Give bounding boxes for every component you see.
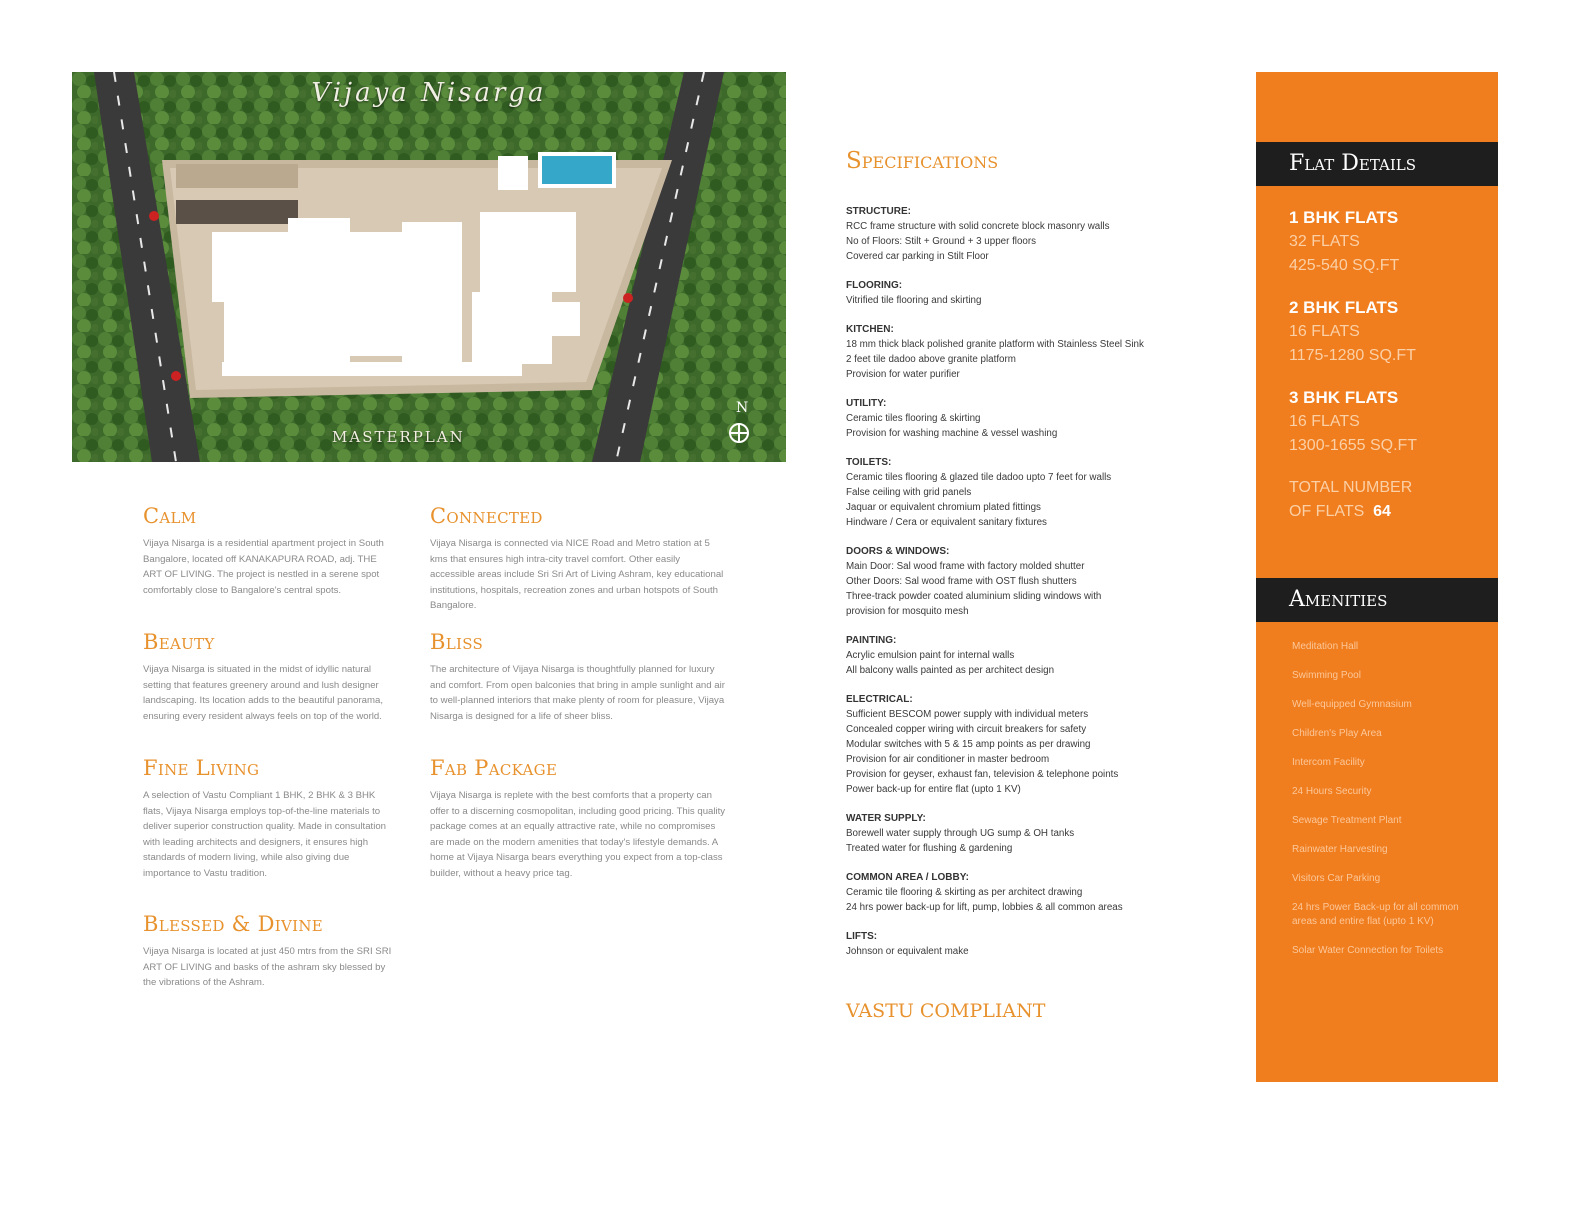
spec-line: Ceramic tiles flooring & skirting (846, 413, 981, 424)
specifications-list (846, 204, 1241, 973)
amenities-list (1292, 640, 1472, 973)
total-flats (1289, 476, 1489, 524)
feature-text: Vijaya Nisarga is connected via NICE Road and Metro station at 5 kms that ensures high intra-city travel comfort. Other easily accessible areas include Sri Sri Art of Living Ashram, key educational institutions, hospitals, recreation zones and urban hotspots of South Bangalore. (430, 538, 724, 612)
feature-title: Fab Package (430, 756, 558, 780)
spec-line: Three-track powder coated aluminium sliding windows with (846, 591, 1102, 602)
feature-text: The architecture of Vijaya Nisarga is thoughtfully planned for luxury and comfort. From open balconies that bring in ample sunlight and air to well-planned interiors that make plenty of room for pleasure, Vijaya Nisarga is designed for a life of sheer bliss. (430, 664, 725, 722)
spec-heading: TOILETS: (846, 457, 892, 468)
spec-line: Main Door: Sal wood frame with factory molded shutter (846, 561, 1085, 572)
amenity-item: Swimming Pool (1292, 670, 1361, 681)
spec-item (846, 278, 1241, 308)
spec-item (846, 544, 1241, 619)
masterplan-title: Vijaya Nisarga (311, 78, 547, 108)
flat-size: 1300-1655 SQ.FT (1289, 437, 1418, 454)
site-plan-drawing (72, 72, 786, 462)
spec-line: Vitrified tile flooring and skirting (846, 295, 982, 306)
spec-item (846, 870, 1241, 915)
feature-bliss (430, 630, 726, 724)
spec-item (846, 811, 1241, 856)
feature-title: Calm (143, 504, 197, 528)
feature-text: Vijaya Nisarga is replete with the best comforts that a property can offer to a discerning cosmopolitan, including good pricing. This quality package comes at an equally attractive rate, while no compromises are made on the modern amenities that today's lifestyle demands. A home at Vijaya Nisarga bears everything you expect from a top-class builder, without a heavy price tag. (430, 790, 726, 879)
total-label-line2: OF FLATS (1289, 503, 1365, 520)
amenities-header: Amenities (1256, 578, 1498, 622)
spec-line: 2 feet tile dadoo above granite platform (846, 354, 1016, 365)
spec-item (846, 322, 1241, 382)
feature-title: Connected (430, 504, 543, 528)
compass-icon (728, 422, 750, 444)
amenity-item: Children's Play Area (1292, 728, 1382, 739)
amenity-item: 24 hrs Power Back-up for all common areas and entire flat (upto 1 KV) (1292, 902, 1459, 927)
spec-line: provision for mosquito mesh (846, 606, 969, 617)
spec-line: False ceiling with grid panels (846, 487, 972, 498)
spec-line: Provision for air conditioner in master bedroom (846, 754, 1050, 765)
spec-item (846, 692, 1241, 797)
flat-count: 16 FLATS (1289, 323, 1360, 340)
total-label-line1: TOTAL NUMBER (1289, 479, 1413, 496)
spec-heading: UTILITY: (846, 398, 887, 409)
spec-line: Other Doors: Sal wood frame with OST flush shutters (846, 576, 1077, 587)
spec-line: Concealed copper wiring with circuit breakers for safety (846, 724, 1087, 735)
flat-details-list (1289, 206, 1489, 524)
feature-text: Vijaya Nisarga is located at just 450 mtrs from the SRI SRI ART OF LIVING and basks of the ashram sky blessed by the vibrations of the Ashram. (143, 946, 392, 989)
spec-item (846, 204, 1241, 264)
flat-2bhk (1289, 296, 1489, 368)
amenity-item: 24 Hours Security (1292, 786, 1372, 797)
amenity-item: Sewage Treatment Plant (1292, 815, 1402, 826)
spec-line: 18 mm thick black polished granite platform with Stainless Steel Sink (846, 339, 1144, 350)
flat-size: 425-540 SQ.FT (1289, 257, 1400, 274)
flat-type: 1 BHK FLATS (1289, 208, 1399, 227)
feature-beauty (143, 630, 393, 724)
amenity-item: Meditation Hall (1292, 641, 1359, 652)
spec-line: Provision for water purifier (846, 369, 960, 380)
spec-heading: PAINTING: (846, 635, 897, 646)
spec-heading: KITCHEN: (846, 324, 894, 335)
spec-item (846, 633, 1241, 678)
feature-blessed-divine (143, 912, 393, 991)
feature-title: Blessed & Divine (143, 912, 324, 936)
masterplan-image (72, 72, 786, 462)
feature-title: Bliss (430, 630, 484, 654)
flat-1bhk (1289, 206, 1489, 278)
spec-line: Ceramic tile flooring & skirting as per architect drawing (846, 887, 1083, 898)
spec-line: No of Floors: Stilt + Ground + 3 upper floors (846, 236, 1037, 247)
amenity-item: Solar Water Connection for Toilets (1292, 945, 1444, 956)
spec-line: Johnson or equivalent make (846, 946, 969, 957)
spec-line: Modular switches with 5 & 15 amp points as per drawing (846, 739, 1091, 750)
flat-count: 32 FLATS (1289, 233, 1360, 250)
spec-line: Jaquar or equivalent chromium plated fittings (846, 502, 1041, 513)
spec-heading: FLOORING: (846, 280, 903, 291)
spec-line: Ceramic tiles flooring & glazed tile dadoo upto 7 feet for walls (846, 472, 1112, 483)
feature-fab-package (430, 756, 726, 882)
spec-line: Power back-up for entire flat (upto 1 KV) (846, 784, 1021, 795)
spec-line: Provision for washing machine & vessel washing (846, 428, 1058, 439)
spec-line: Provision for geyser, exhaust fan, television & telephone points (846, 769, 1119, 780)
spec-heading: ELECTRICAL: (846, 694, 913, 705)
spec-item (846, 929, 1241, 959)
specifications-title: Specifications (846, 148, 999, 174)
amenity-item: Well-equipped Gymnasium (1292, 699, 1412, 710)
spec-heading: WATER SUPPLY: (846, 813, 926, 824)
north-label: N (736, 400, 749, 416)
flat-type: 3 BHK FLATS (1289, 388, 1399, 407)
feature-connected (430, 504, 726, 614)
spec-line: Covered car parking in Stilt Floor (846, 251, 989, 262)
spec-line: Borewell water supply through UG sump & OH tanks (846, 828, 1075, 839)
spec-line: 24 hrs power back-up for lift, pump, lobbies & all common areas (846, 902, 1123, 913)
flat-3bhk (1289, 386, 1489, 458)
spec-heading: STRUCTURE: (846, 206, 911, 217)
flat-details-header: Flat Details (1256, 142, 1498, 186)
spec-line: Treated water for flushing & gardening (846, 843, 1013, 854)
spec-line: RCC frame structure with solid concrete block masonry walls (846, 221, 1110, 232)
side-panel (1256, 72, 1498, 1082)
feature-text: Vijaya Nisarga is situated in the midst of idyllic natural setting that features greenery around and lush designer landscaping. Its location adds to the beautiful panorama, ensuring every resident always feels on top of the world. (143, 664, 384, 722)
flat-size: 1175-1280 SQ.FT (1289, 347, 1416, 364)
total-value: 64 (1373, 503, 1391, 520)
spec-line: Sufficient BESCOM power supply with individual meters (846, 709, 1089, 720)
spec-line: Hindware / Cera or equivalent sanitary fixtures (846, 517, 1047, 528)
spec-line: Acrylic emulsion paint for internal walls (846, 650, 1015, 661)
feature-text: A selection of Vastu Compliant 1 BHK, 2 BHK & 3 BHK flats, Vijaya Nisarga employs top-of-the-line materials to deliver superior construction quality. Made in consultation with leading architects and designers, it ensures high standards of modern living, while also giving due importance to Vastu tradition. (143, 790, 386, 879)
amenity-item: Visitors Car Parking (1292, 873, 1381, 884)
flat-count: 16 FLATS (1289, 413, 1360, 430)
flat-type: 2 BHK FLATS (1289, 298, 1399, 317)
spec-item (846, 455, 1241, 530)
feature-fine-living (143, 756, 393, 882)
feature-calm (143, 504, 393, 598)
spec-heading: LIFTS: (846, 931, 878, 942)
feature-text: Vijaya Nisarga is a residential apartment project in South Bangalore, located off KANAKAPURA ROAD, adj. THE ART OF LIVING. The project is nestled in a serene spot comfortably close to Bangalore's central spots. (143, 538, 384, 596)
spec-heading: COMMON AREA / LOBBY: (846, 872, 969, 883)
masterplan-label: MASTERPLAN (332, 428, 465, 446)
feature-title: Fine Living (143, 756, 260, 780)
spec-heading: DOORS & WINDOWS: (846, 546, 950, 557)
spec-line: All balcony walls painted as per architect design (846, 665, 1055, 676)
amenity-item: Rainwater Harvesting (1292, 844, 1388, 855)
amenity-item: Intercom Facility (1292, 757, 1365, 768)
spec-item (846, 396, 1241, 441)
feature-title: Beauty (143, 630, 215, 654)
vastu-compliant-label: VASTU COMPLIANT (846, 1000, 1046, 1022)
